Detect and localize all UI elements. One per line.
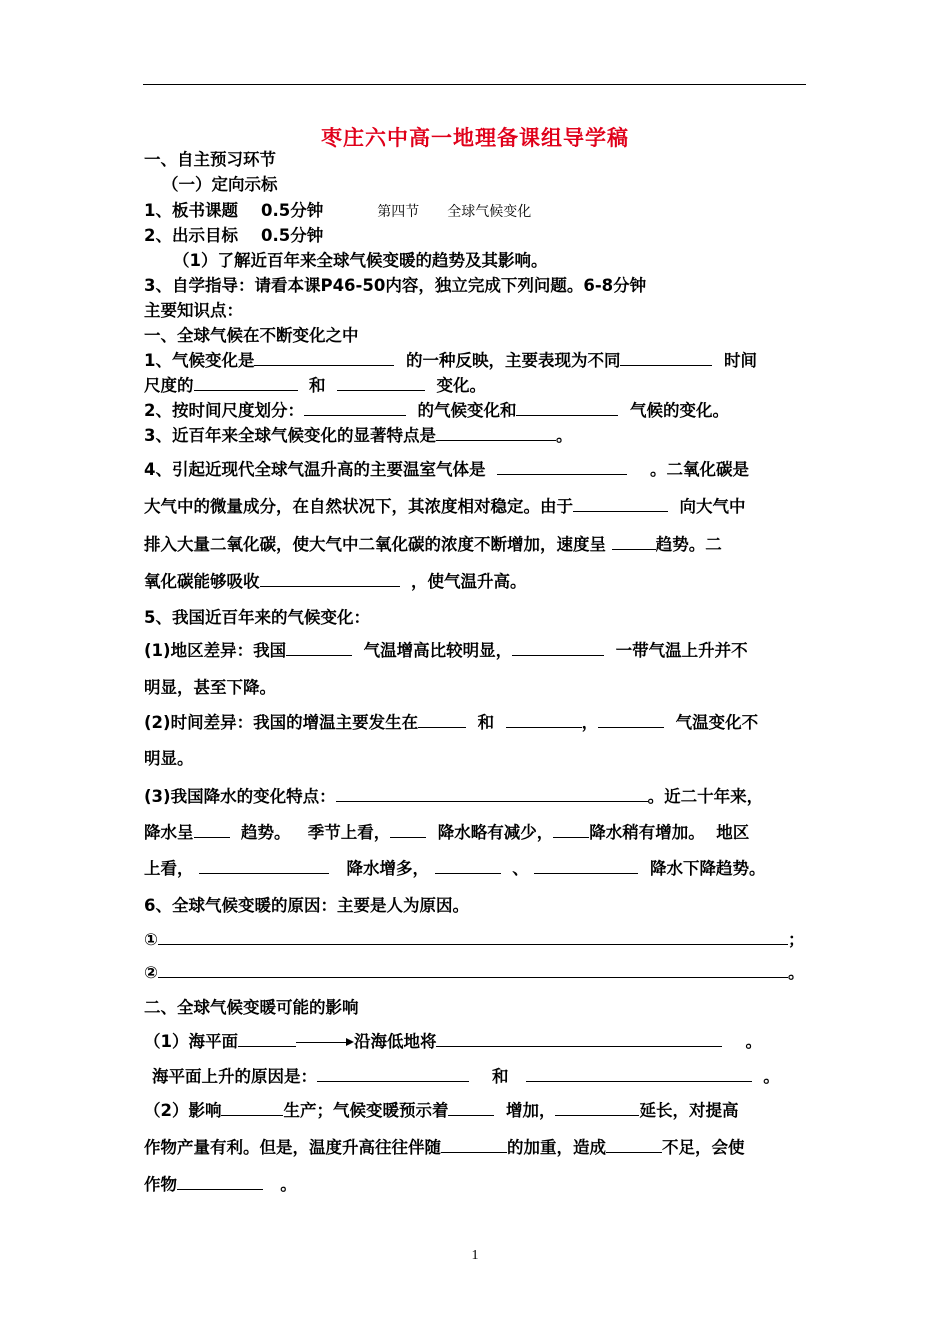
blank-field[interactable] [260,571,400,587]
question-5-1-cont: 明显，甚至下降。 [144,678,276,697]
question-6: 6、全球气候变暖的原因：主要是人为原因。 [144,896,469,915]
arrow-right-icon [296,1037,354,1047]
impact-2: （2）影响 生产；气候变暖预示着 增加， 延长，对提高 [144,1101,739,1120]
question-5-2-cont: 明显。 [144,749,194,768]
blank-field[interactable] [448,1100,494,1116]
knowledge-heading: 主要知识点： [144,301,243,320]
blank-field[interactable] [534,858,638,874]
blank-field[interactable] [436,1031,722,1047]
blank-field[interactable] [555,1100,639,1116]
page-title: 枣庄六中高一地理备课组导学稿 [321,125,629,150]
blank-field[interactable] [553,822,589,838]
blank-field[interactable] [573,496,668,512]
blank-field[interactable] [620,350,712,366]
blank-field[interactable] [194,375,298,391]
header-rule [143,84,806,85]
page-number: 1 [471,1248,479,1263]
blank-field[interactable] [612,534,656,550]
question-4: 4、引起近现代全球气温升高的主要温室气体是 。二氧化碳是 [144,460,749,479]
question-3: 3、近百年来全球气候变化的显著特点是 。 [144,426,573,445]
question-5: 5、我国近百年来的气候变化： [144,608,370,627]
blank-field[interactable] [435,858,501,874]
question-5-3-cont-1: 降水呈 趋势。 季节上看， 降水略有减少， 降水稍有增加。 地区 [144,823,750,842]
blank-field[interactable] [199,858,329,874]
blank-field[interactable] [512,640,604,656]
question-4-cont-2: 排入大量二氧化碳，使大气中二氧化碳的浓度不断增加，速度呈 趋势。二 [144,535,722,554]
question-5-2: (2)时间差异：我国的增温主要发生在 和 ， 气温变化不 [144,713,759,732]
blank-field[interactable] [598,712,664,728]
question-4-cont-1: 大气中的微量成分，在自然状况下，其浓度相对稳定。由于 向大气中 [144,497,746,516]
line-objectives: 2、出示目标 0.5分钟 [144,226,324,245]
blank-field[interactable] [497,459,627,475]
question-4-cont-3: 氧化碳能够吸收 ，使气温升高。 [144,572,527,591]
blank-field[interactable] [177,1174,263,1190]
question-1: 1、气候变化是 的一种反映，主要表现为不同 时间 [144,351,757,370]
section-heading-preview: 一、自主预习环节 [144,150,276,169]
blank-field[interactable] [254,350,394,366]
blank-field[interactable] [390,822,426,838]
impact-2-cont-1: 作物产量有利。但是，温度升高往往伴随 的加重，造成 不足，会使 [144,1138,745,1157]
blank-field[interactable] [158,962,788,978]
impact-2-cont-2: 作物 。 [144,1175,297,1194]
blank-field[interactable] [337,375,425,391]
blank-field[interactable] [506,712,582,728]
blank-field[interactable] [286,640,352,656]
question-1-cont: 尺度的 和 变化。 [144,376,486,395]
question-5-1: (1)地区差异：我国 气温增高比较明显， 一带气温上升并不 [144,641,748,660]
blank-field[interactable] [238,1031,296,1047]
blank-field[interactable] [221,1100,283,1116]
question-2: 2、按时间尺度划分： 的气候变化和 气候的变化。 [144,401,729,420]
blank-field[interactable] [317,1066,469,1082]
line-lesson-topic: 1、板书课题 0.5分钟 第四节 全球气候变化 [144,201,532,220]
section-two-heading: 二、全球气候变暖可能的影响 [144,998,359,1017]
blank-field[interactable] [441,1137,507,1153]
blank-field[interactable] [606,1137,662,1153]
line-self-study: 3、自学指导：请看本课P46-50内容，独立完成下列问题。6-8分钟 [144,276,647,295]
blank-field[interactable] [516,400,618,416]
blank-field[interactable] [436,425,556,441]
blank-field[interactable] [158,929,788,945]
blank-field[interactable] [526,1066,752,1082]
question-5-3-cont-2: 上看， 降水增多， 、 降水下降趋势。 [144,859,766,878]
blank-field[interactable] [418,712,466,728]
blank-field[interactable] [336,786,648,802]
section-one-heading: 一、全球气候在不断变化之中 [144,326,359,345]
question-6-1: ① ； [144,930,805,949]
blank-field[interactable] [194,822,230,838]
question-6-2: ② 。 [144,963,805,982]
objective-item: （1）了解近百年来全球气候变暖的趋势及其影响。 [173,251,548,270]
impact-1-cause: 海平面上升的原因是： 和 。 [152,1067,780,1086]
impact-1: （1）海平面 沿海低地将 。 [144,1032,762,1051]
question-5-3: (3)我国降水的变化特点： 。近二十年来， [144,787,764,806]
subsection-heading: （一）定向示标 [162,175,278,194]
blank-field[interactable] [304,400,406,416]
